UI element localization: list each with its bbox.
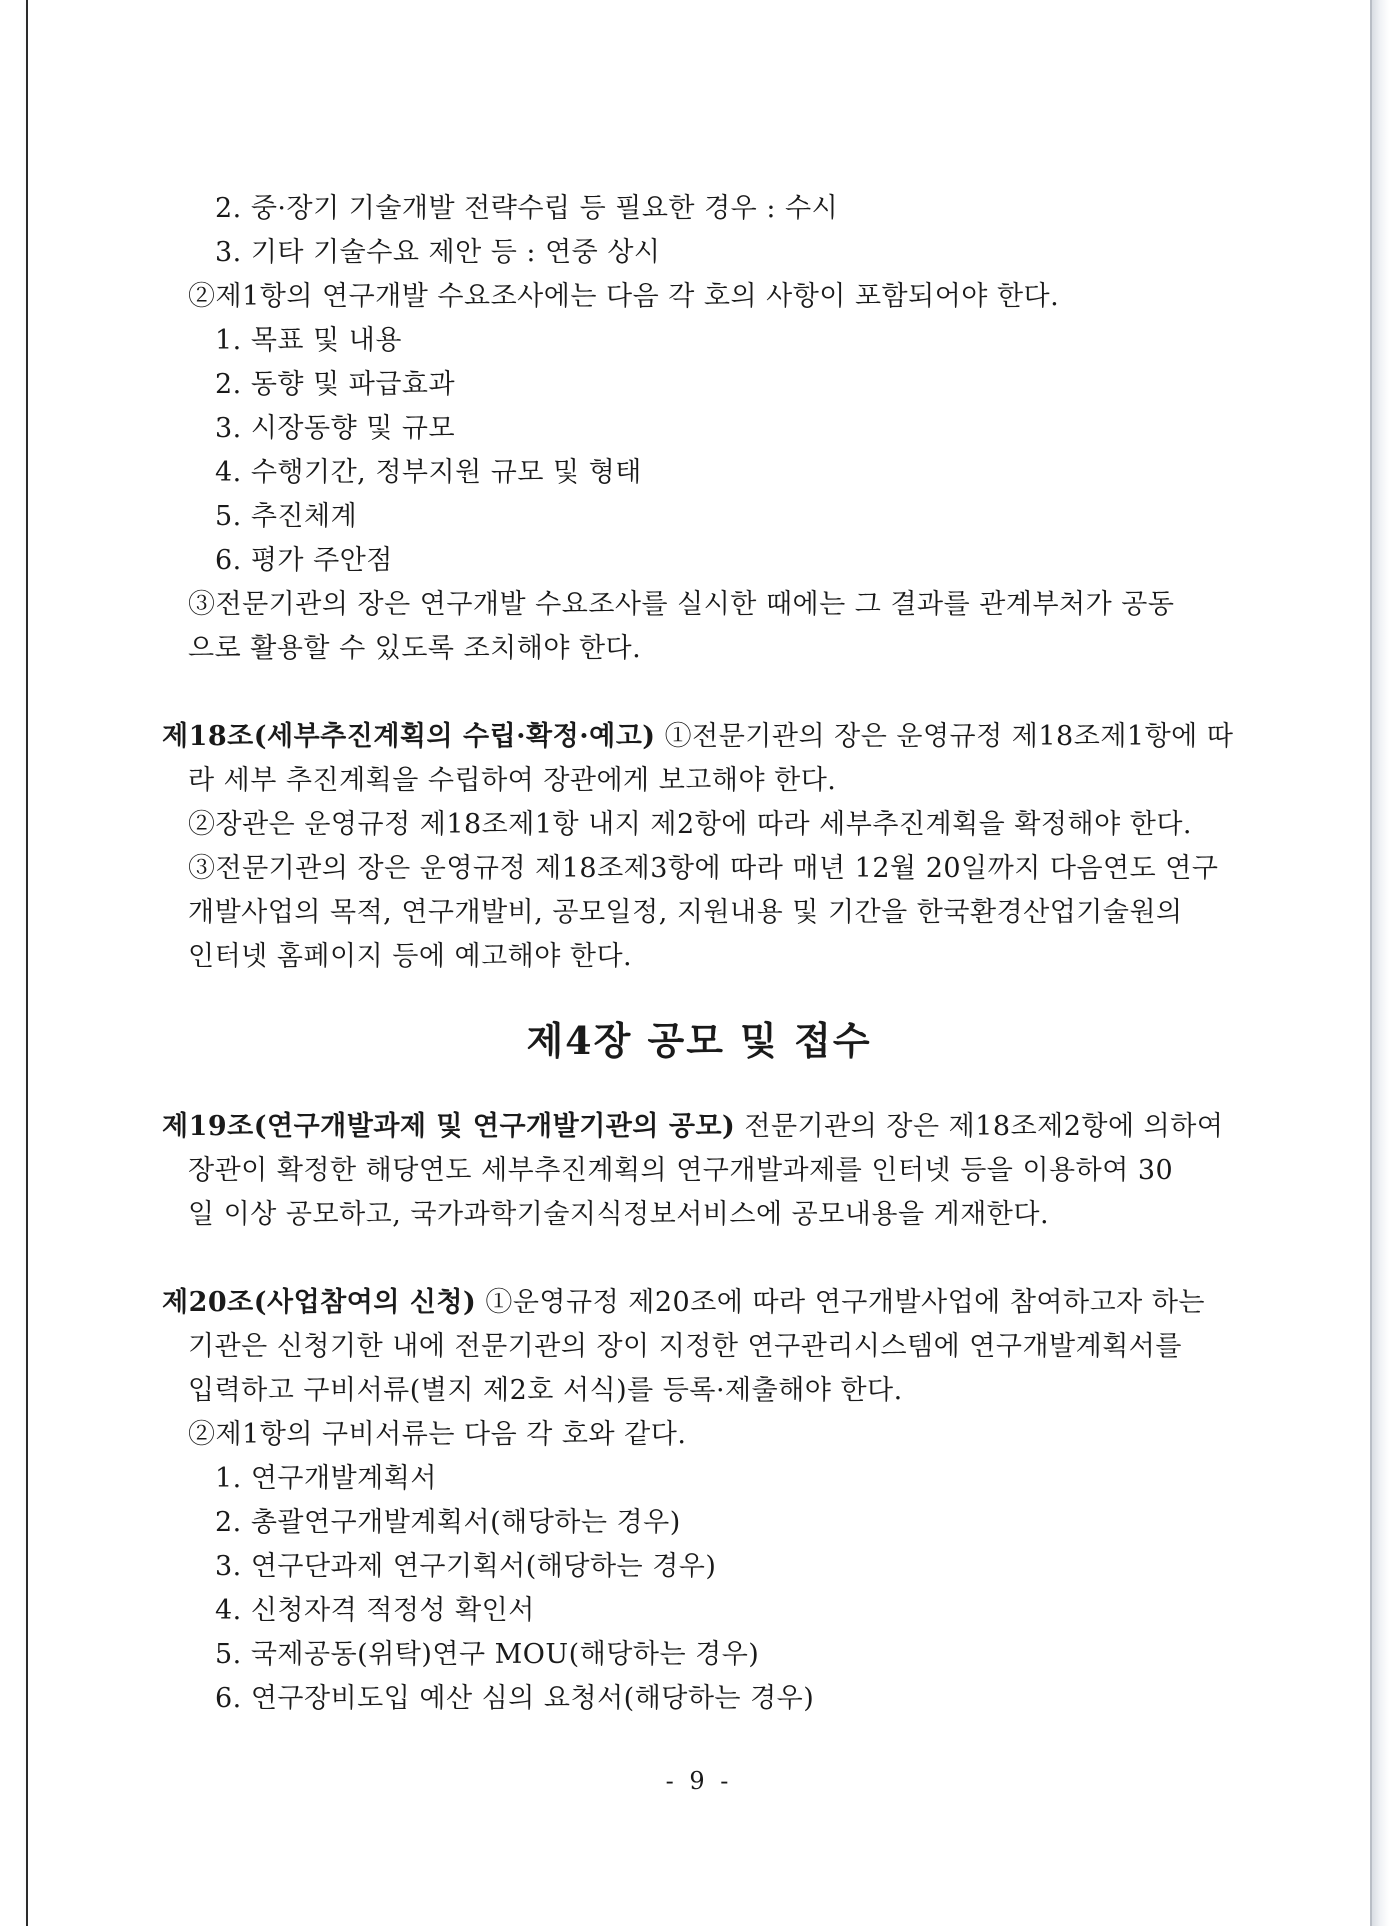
paragraph-line: ③전문기관의 장은 운영규정 제18조제3항에 따라 매년 12월 20일까지 다음연도 연구 [188,853,1219,884]
list-item: 3. 기타 기술수요 제안 등 : 연중 상시 [215,237,661,268]
article-18-text: ①전문기관의 장은 운영규정 제18조제1항에 따 [655,721,1234,752]
article-20-title: 제20조(사업참여의 신청) [162,1287,477,1318]
list-item: 4. 신청자격 적정성 확인서 [215,1595,535,1626]
page-edge-shadow [1372,0,1389,1926]
paragraph-line: 개발사업의 목적, 연구개발비, 공모일정, 지원내용 및 기간을 한국환경산업기술원의 [188,897,1183,928]
list-item: 6. 평가 주안점 [215,545,393,576]
article-19-first-line [162,1110,1223,1144]
paragraph-line: 으로 활용할 수 있도록 조치해야 한다. [188,633,642,664]
article-20-text: ①운영규정 제20조에 따라 연구개발사업에 참여하고자 하는 [476,1287,1206,1318]
paragraph-line: 인터넷 홈페이지 등에 예고해야 한다. [188,941,633,972]
list-item: 2. 총괄연구개발계획서(해당하는 경우) [215,1507,681,1538]
article-18-first-line [162,720,1233,754]
list-item: 3. 시장동향 및 규모 [215,413,456,444]
article-20-first-line [162,1286,1205,1320]
paragraph-line: ③전문기관의 장은 연구개발 수요조사를 실시한 때에는 그 결과를 관계부처가 공동 [188,589,1175,620]
list-item: 6. 연구장비도입 예산 심의 요청서(해당하는 경우) [215,1683,815,1714]
paragraph-line: 라 세부 추진계획을 수립하여 장관에게 보고해야 한다. [188,765,837,796]
paragraph-line: 기관은 신청기한 내에 전문기관의 장이 지정한 연구관리시스템에 연구개발계획서를 [188,1331,1182,1362]
paragraph-line: 일 이상 공모하고, 국가과학기술지식정보서비스에 공모내용을 게재한다. [188,1199,1050,1230]
paragraph-line: ②장관은 운영규정 제18조제1항 내지 제2항에 따라 세부추진계획을 확정해야 한다. [188,809,1192,840]
article-19-title: 제19조(연구개발과제 및 연구개발기관의 공모) [162,1111,736,1142]
list-item: 2. 동향 및 파급효과 [215,369,456,400]
article-19-text: 전문기관의 장은 제18조제2항에 의하여 [735,1111,1224,1142]
paragraph-line: ②제1항의 연구개발 수요조사에는 다음 각 호의 사항이 포함되어야 한다. [188,281,1060,312]
list-item: 4. 수행기간, 정부지원 규모 및 형태 [215,457,642,488]
page-number: - 9 - [665,1767,733,1795]
list-item: 1. 목표 및 내용 [215,325,402,356]
list-item: 3. 연구단과제 연구기획서(해당하는 경우) [215,1551,717,1582]
document-page [26,0,1372,1926]
chapter-heading: 제4장 공모 및 접수 [526,1018,872,1063]
list-item: 5. 추진체계 [215,501,358,532]
paragraph-line: ②제1항의 구비서류는 다음 각 호와 같다. [188,1419,687,1450]
list-item: 2. 중·장기 기술개발 전략수립 등 필요한 경우 : 수시 [215,193,839,224]
paragraph-line: 입력하고 구비서류(별지 제2호 서식)를 등록·제출해야 한다. [188,1375,903,1406]
paragraph-line: 장관이 확정한 해당연도 세부추진계획의 연구개발과제를 인터넷 등을 이용하여 30 [188,1155,1174,1186]
list-item: 1. 연구개발계획서 [215,1463,437,1494]
article-18-title: 제18조(세부추진계획의 수립·확정·예고) [162,721,656,752]
list-item: 5. 국제공동(위탁)연구 MOU(해당하는 경우) [215,1639,760,1670]
